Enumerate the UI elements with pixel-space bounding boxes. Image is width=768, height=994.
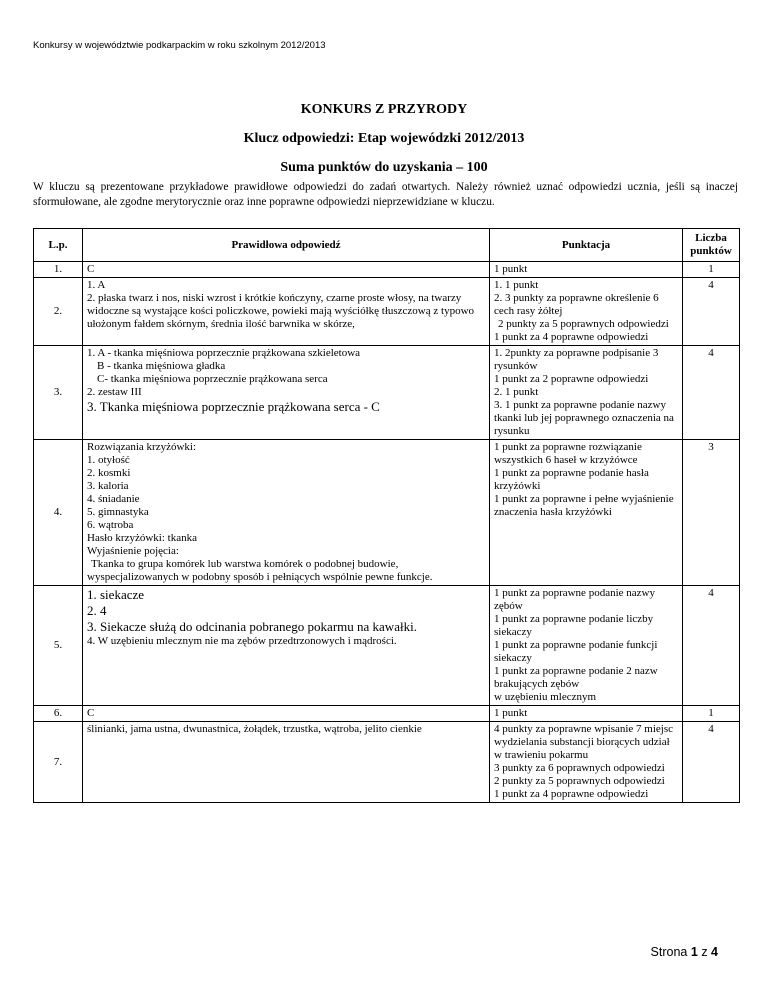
scoring-line: 1 punkt — [494, 707, 528, 719]
answer-line: Hasło krzyżówki: tkanka — [87, 532, 197, 544]
answer-line: C- tkanka mięśniowa poprzecznie prążkowana serca — [97, 373, 328, 385]
scoring-line: 1 punkt za poprawne podanie hasła krzyżówki — [494, 467, 649, 492]
col-header-answer: Prawidłowa odpowiedź — [83, 229, 490, 262]
answer-line: 2. zestaw III — [87, 386, 142, 398]
scoring-line: 1 punkt za poprawne i pełne wyjaśnienie znaczenia hasła krzyżówki — [494, 493, 674, 518]
points-cell: 1 — [683, 262, 740, 278]
answer-line: 4. W uzębieniu mlecznym nie ma zębów przedtrzonowych i mądrości. — [87, 635, 397, 647]
answer-line: 1. A — [87, 279, 106, 291]
intro-paragraph: W kluczu są prezentowane przykładowe prawidłowe odpowiedzi do zadań otwartych. Należy również uznać odpowiedzi ucznia, jeśli są inaczej sformułowane, ale zgodne merytorycznie oraz inne poprawne odpowiedzi nieprzewidziane w kluczu. — [33, 181, 738, 208]
answer-line: 3. Tkanka mięśniowa poprzecznie prążkowana serca - C — [87, 399, 380, 414]
scoring-line: 2. 1 punkt — [494, 386, 539, 398]
answer-line: C — [87, 707, 95, 719]
answer-line: 3. Siekacze służą do odcinania pobranego pokarmu na kawałki. — [87, 619, 417, 634]
page-subtitle: Klucz odpowiedzi: Etap wojewódzki 2012/2013 — [243, 131, 525, 146]
answer-line: 4. śniadanie — [87, 493, 140, 505]
answer-line: 5. gimnastyka — [87, 506, 149, 518]
answer-line: 2. płaska twarz i nos, niski wzrost i krótkie kończyny, czarne proste włosy, na twarzy widoczne są wystające kości policzkowe, powieki mają wyściółkę tłuszczową z typowo ułożonym fałdem skórnym, średnia ilość barwnika w skórze, — [87, 292, 475, 330]
table-row — [34, 278, 740, 346]
points-cell: 4 — [683, 346, 740, 440]
answer-line: Tkanka to grupa komórek lub warstwa komórek o podobnej budowie, wyspecjalizowanych w podobny sposób i pełniących wspólnie pewne funkcje. — [87, 558, 433, 583]
table-row — [34, 722, 740, 803]
scoring-line: 1 punkt za poprawne podanie 2 nazw brakujących zębów — [494, 665, 658, 690]
scoring-line: 1. 1 punkt — [494, 279, 539, 291]
scoring-cell — [490, 706, 683, 722]
row-number: 6. — [34, 706, 83, 722]
answer-line: 3. kaloria — [87, 480, 129, 492]
footer-page-number: 1 — [690, 945, 698, 959]
answer-key-table — [33, 228, 740, 803]
scoring-line: 1 punkt za poprawne podanie funkcji siekaczy — [494, 639, 658, 664]
answer-cell — [83, 346, 490, 440]
scoring-line: 1 punkt za 4 poprawne odpowiedzi — [494, 788, 649, 800]
row-number: 1. — [34, 262, 83, 278]
footer-label: Strona — [650, 945, 688, 959]
answer-line: 6. wątroba — [87, 519, 134, 531]
row-number: 7. — [34, 722, 83, 803]
row-number: 4. — [34, 440, 83, 586]
row-number: 2. — [34, 278, 83, 346]
row-number: 3. — [34, 346, 83, 440]
scoring-line: 1. 2punkty za poprawne podpisanie 3 rysunków — [494, 347, 659, 372]
answer-cell — [83, 706, 490, 722]
answer-line: C — [87, 263, 95, 275]
scoring-line: 2 punkty za 5 poprawnych odpowiedzi — [498, 318, 669, 330]
answer-cell — [83, 278, 490, 346]
table-row — [34, 706, 740, 722]
page-header: Konkursy w województwie podkarpackim w roku szkolnym 2012/2013 — [33, 40, 326, 51]
scoring-line: 3 punkty za 6 poprawnych odpowiedzi — [494, 762, 665, 774]
points-cell: 4 — [683, 586, 740, 706]
scoring-line: 2 punkty za 5 poprawnych odpowiedzi — [494, 775, 665, 787]
scoring-line: 3. 1 punkt za poprawne podanie nazwy tkanki lub jej poprawnego oznaczenia na rysunku — [494, 399, 674, 437]
scoring-line: 1 punkt za 2 poprawne odpowiedzi — [494, 373, 649, 385]
points-cell: 3 — [683, 440, 740, 586]
answer-cell — [83, 722, 490, 803]
scoring-cell — [490, 346, 683, 440]
answer-line: ślinianki, jama ustna, dwunastnica, żołądek, trzustka, wątroba, jelito cienkie — [87, 723, 422, 735]
scoring-line: 2. 3 punkty za poprawne określenie 6 cech rasy żółtej — [494, 292, 659, 317]
answer-line: 1. siekacze — [87, 587, 145, 602]
scoring-cell — [490, 586, 683, 706]
points-cell: 4 — [683, 278, 740, 346]
scoring-cell — [490, 440, 683, 586]
col-header-points: Liczba punktów — [683, 229, 740, 262]
scoring-line: 1 punkt — [494, 263, 528, 275]
points-cell: 4 — [683, 722, 740, 803]
answer-line: 2. 4 — [87, 603, 107, 618]
table-row — [34, 262, 740, 278]
answer-line: B - tkanka mięśniowa gładka — [97, 360, 226, 372]
page-footer — [651, 945, 718, 959]
answer-cell — [83, 586, 490, 706]
footer-of: z — [701, 945, 708, 959]
answer-line: 1. otyłość — [87, 454, 130, 466]
scoring-cell — [490, 262, 683, 278]
answer-cell — [83, 440, 490, 586]
scoring-line: 1 punkt za 4 poprawne odpowiedzi — [494, 331, 649, 343]
table-row — [34, 586, 740, 706]
table-row — [34, 440, 740, 586]
answer-line: 1. A - tkanka mięśniowa poprzecznie prążkowana szkieletowa — [87, 347, 361, 359]
scoring-cell — [490, 278, 683, 346]
scoring-line: 4 punkty za poprawne wpisanie 7 miejsc wydzielania substancji biorących udział w trawieniu pokarmu — [494, 723, 674, 761]
col-header-scoring: Punktacja — [490, 229, 683, 262]
answer-line: 2. kosmki — [87, 467, 131, 479]
table-header-row — [34, 229, 740, 262]
scoring-line: 1 punkt za poprawne podanie liczby siekaczy — [494, 613, 654, 638]
scoring-line: 1 punkt za poprawne podanie nazwy zębów — [494, 587, 655, 612]
answer-line: Rozwiązania krzyżówki: — [87, 441, 197, 453]
page-title: KONKURS Z PRZYRODY — [300, 102, 468, 117]
scoring-cell — [490, 722, 683, 803]
footer-total-pages: 4 — [711, 945, 718, 959]
answer-line: Wyjaśnienie pojęcia: — [87, 545, 179, 557]
answer-cell — [83, 262, 490, 278]
row-number: 5. — [34, 586, 83, 706]
total-points-line: Suma punktów do uzyskania – 100 — [280, 160, 488, 175]
scoring-line: w uzębieniu mlecznym — [494, 691, 597, 703]
col-header-lp: L.p. — [34, 229, 83, 262]
scoring-line: 1 punkt za poprawne rozwiązanie wszystkich 6 haseł w krzyżówce — [494, 441, 642, 466]
table-row — [34, 346, 740, 440]
points-cell: 1 — [683, 706, 740, 722]
